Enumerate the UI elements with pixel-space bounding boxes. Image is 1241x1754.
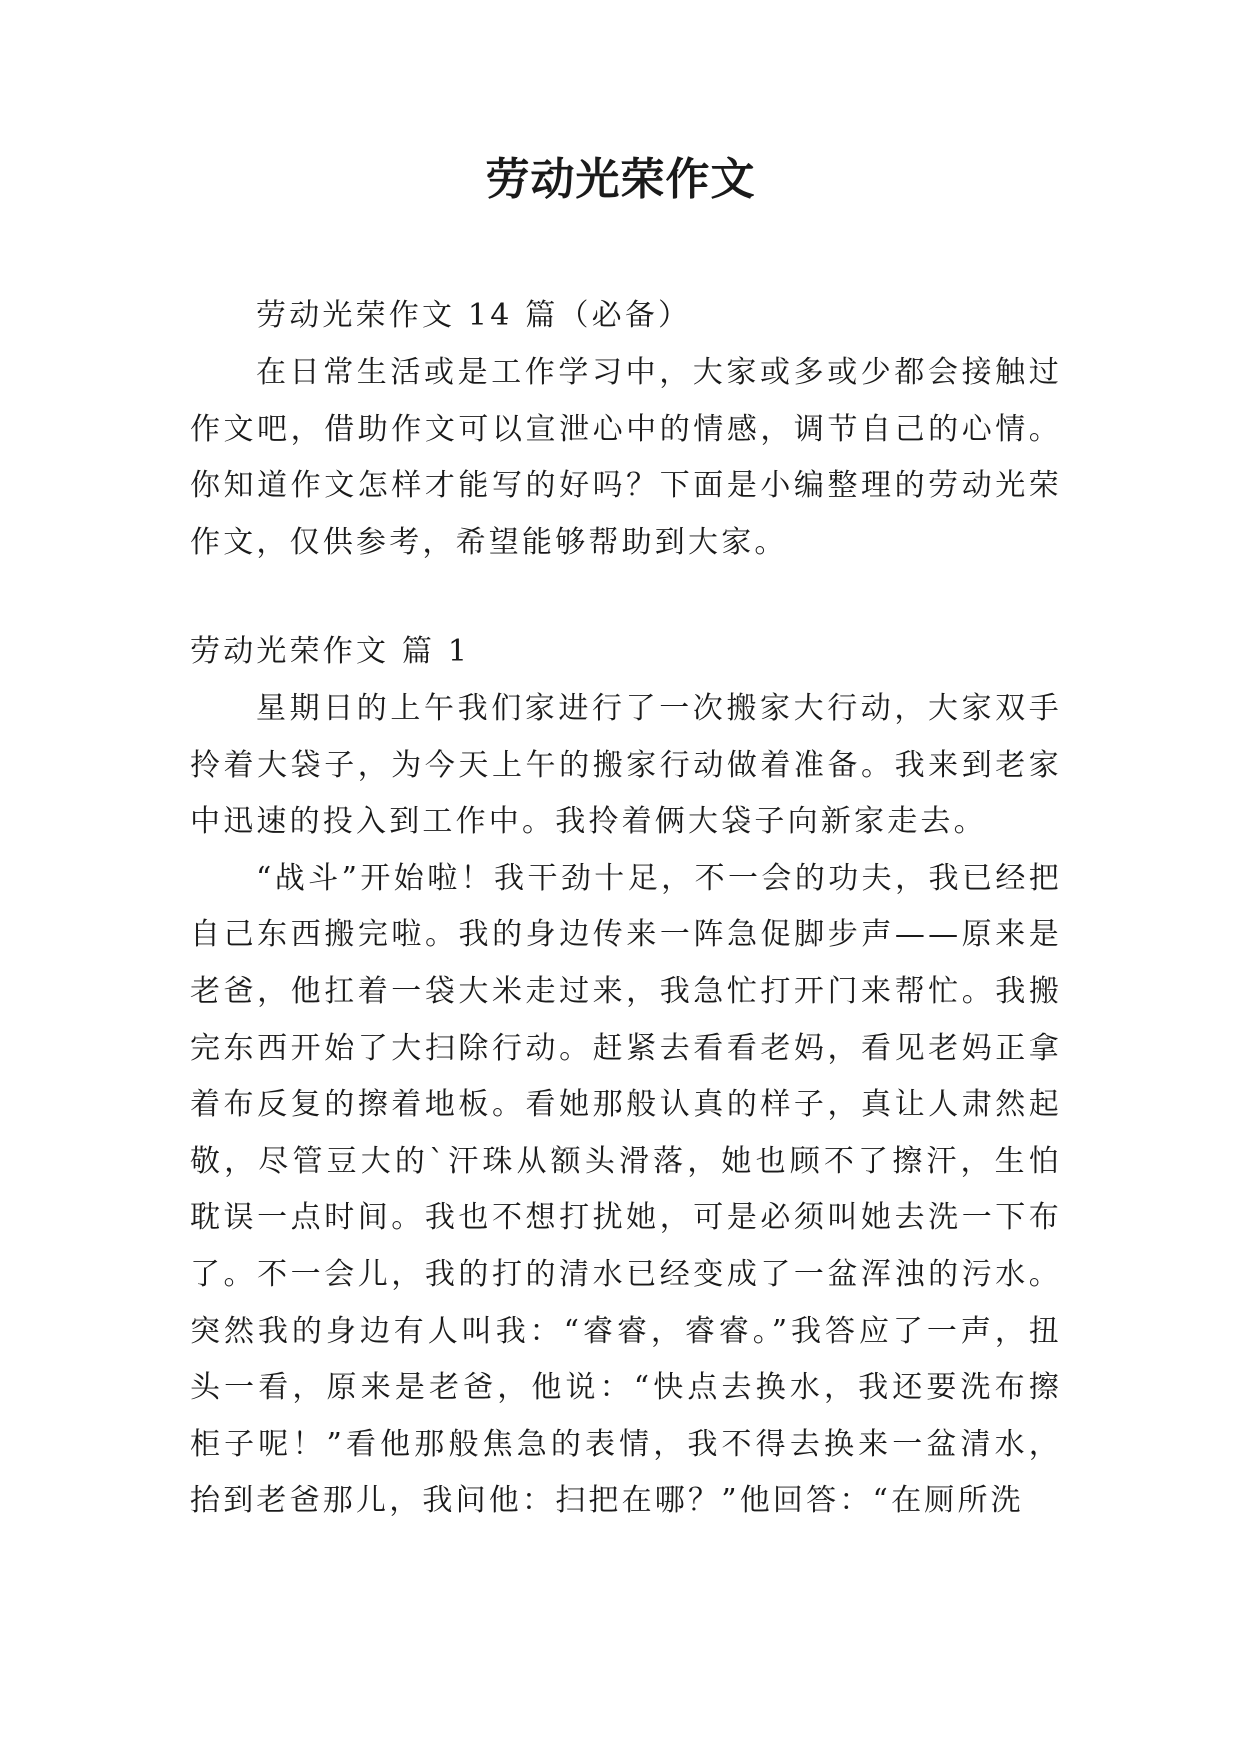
- section-body: [190, 681, 1062, 1530]
- document-title: 劳动光荣作文: [485, 154, 756, 205]
- intro-paragraph: 在日常生活或是工作学习中，大家或多或少都会接触过作文吧，借助作文可以宣泄心中的情感，调节自己的心情。你知道作文怎样才能写的好吗？下面是小编整理的劳动光荣作文，仅供参考，希望能够帮助到大家。: [190, 355, 1062, 560]
- body-paragraph: 星期日的上午我们家进行了一次搬家大行动，大家双手拎着大袋子，为今天上午的搬家行动做着准备。我来到老家中迅速的投入到工作中。我拎着俩大袋子向新家走去。: [190, 691, 1062, 840]
- section-heading: 劳动光荣作文 篇 1: [190, 634, 471, 669]
- body-paragraph: “战斗”开始啦！我干劲十足，不一会的功夫，我已经把自己东西搬完啦。我的身边传来一阵急促脚步声——原来是老爸，他扛着一袋大米走过来，我急忙打开门来帮忙。我搬完东西开始了大扫除行动。赶紧去看看老妈，看见老妈正拿着布反复的擦着地板。看她那般认真的样子，真让人肃然起敬，尽管豆大的`汗珠从额头滑落，她也顾不了擦汗，生怕耽误一点时间。我也不想打扰她，可是必须叫她去洗一下布了。不一会儿，我的打的清水已经变成了一盆浑浊的污水。突然我的身边有人叫我：“睿睿，睿睿。”我答应了一声，扭头一看，原来是老爸，他说：“快点去换水，我还要洗布擦柜子呢！”看他那般焦急的表情，我不得去换来一盆清水，抬到老爸那儿，我问他：扫把在哪？”他回答：“在厕所洗: [190, 860, 1062, 1519]
- document-subtitle: 劳动光荣作文 14 篇（必备）: [256, 298, 692, 333]
